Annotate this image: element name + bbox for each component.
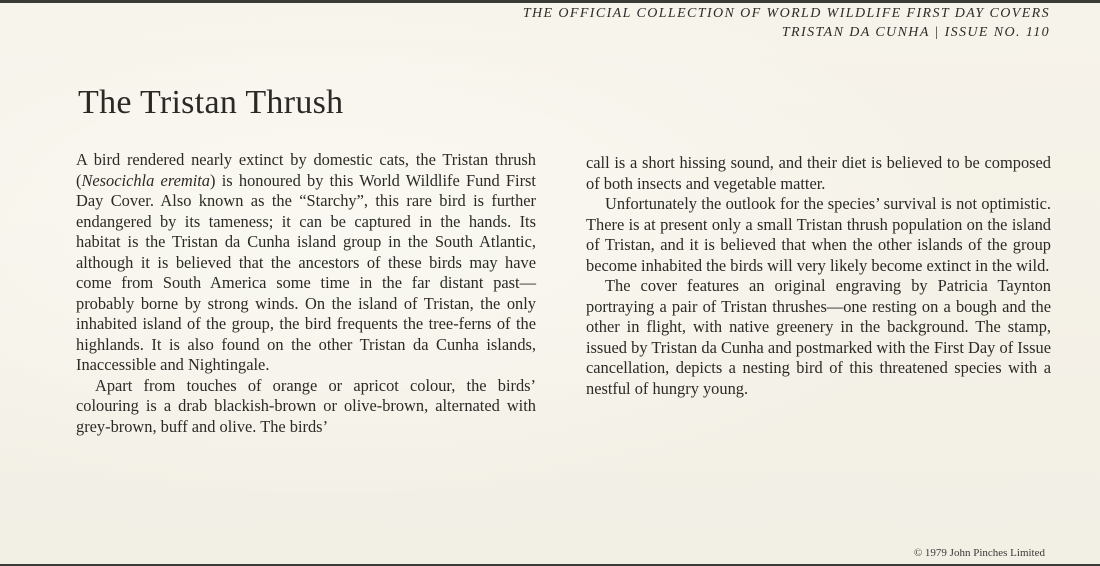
paragraph-call: call is a short hissing sound, and their diet is believed to be composed of both insects and vegetable matter. <box>586 153 1051 193</box>
scientific-name: Nesocichla eremita <box>81 170 210 190</box>
article-title: The Tristan Thrush <box>78 84 344 121</box>
collection-header <box>523 4 1050 42</box>
paragraph-colouring: Apart from touches of orange or apricot colour, the birds’ colouring is a drab blackish-brown or olive-brown, alternated with grey-brown, buff and olive. The birds’ <box>76 375 536 436</box>
paragraph-intro <box>76 150 536 376</box>
intro-text-start: A bird rendered nearly extinct by domestic cats, the Tristan thrush ( <box>76 150 536 190</box>
intro-text-end: ) is honoured by this World Wildlife Fund First Day Cover. Also known as the “Starchy”, this rare bird is further endangered by its tameness; it can be captured in the hands. Its habitat is the Tristan da Cunha island group in the South Atlantic, although it is believed that the ancestors of these birds may have come from South America some time in the far distant past—probably borne by strong winds. On the island of Tristan, the only inhabited island of the group, the bird frequents the tree-ferns of the highlands. It is also found on the other Tristan da Cunha islands, Inaccessible and Nightingale. <box>76 170 536 374</box>
left-column <box>76 150 536 437</box>
paragraph-cover: The cover features an original engraving by Patricia Taynton portraying a pair of Tristan thrushes—one resting on a bough and the other in flight, with native greenery in the background. The stamp, issued by Tristan da Cunha and postmarked with the First Day of Issue cancellation, depicts a nesting bird of this threatened species with a nestful of hungry young. <box>586 276 1051 398</box>
top-border <box>0 0 1100 3</box>
right-column <box>586 153 1051 399</box>
paragraph-outlook: Unfortunately the outlook for the species’ survival is not optimistic. There is at present only a small Tristan thrush population on the island of Tristan, and it is believed that when the other islands of the group become inhabited the birds will very likely become extinct in the wild. <box>586 194 1051 275</box>
collection-title: THE OFFICIAL COLLECTION OF WORLD WILDLIFE FIRST DAY COVERS <box>522 6 1050 21</box>
issue-line: TRISTAN DA CUNHA | ISSUE NO. 110 <box>781 25 1050 40</box>
copyright-notice: © 1979 John Pinches Limited <box>913 547 1045 559</box>
